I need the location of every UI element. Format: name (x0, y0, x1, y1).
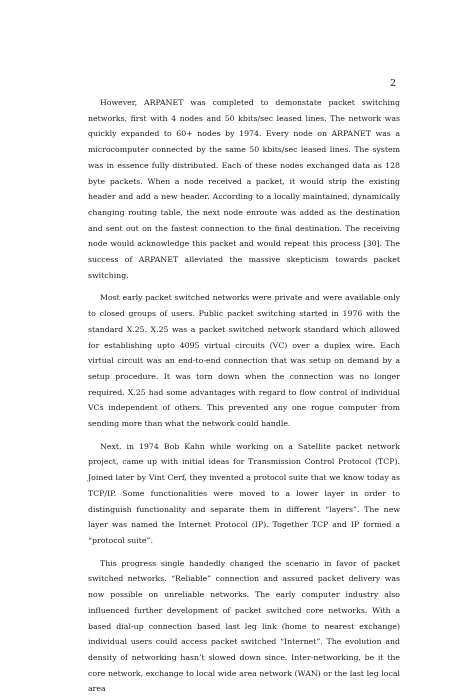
paragraph-packet-switched-networks: This progress single handedly changed the scenario in favor of packet switched networks. “Reliable” connection and assured packet delivery was now possible on unreliable networks. The early computer industry also influenced further development of packet switched core networks. With a based dial-up connection based last leg link (home to nearest exchange) individual users could access packet switched “Internet”. The evolution and density of networking hasn’t slowed down since. Inter-networking, be it the core network, exchange to local wide area network (WAN) or the last leg local area (88, 558, 400, 694)
paragraph-tcp-ip: Next, in 1974 Bob Kahn while working on a Satellite packet network project, came up with initial ideas for Transmission Control Protocol (TCP). Joined later by Vint Cerf, they invented a protocol suite that we know today as TCP/IP. Some functionalities were moved to a lower layer in order to distinguish functionality and separate them in different “layers”. The new layer was named the Internet Protocol (IP). Together TCP and IP formed a “protocol suite”. (88, 441, 400, 545)
paragraph-x25: Most early packet switched networks were private and were available only to closed groups of users. Public packet switching started in 1976 with the standard X.25. X.25 was a packet switched network standard which allowed for establishing upto 4095 virtual circuits (VC) over a duplex wire. Each virtual circuit was an end-to-end connection that was setup on demand by a setup procedure. It was torn down when the connection was no longer required. X.25 had some advantages with regard to flow control of individual VCs independent of others. This prevented any one rogue computer from sending more than what the network could handle. (88, 293, 400, 429)
paragraph-arpanet: However, ARPANET was completed to demonstate packet switching networks, first with 4 nodes and 50 kbits/sec leased lines. The network was quickly expanded to 60+ nodes by 1974. Every node on ARPANET was a microcomputer connected by the same 50 kbits/sec leased lines. The system was in essence fully distributed. Each of these nodes exchanged data as 128 byte packets. When a node received a packet, it would strip the existing header and add a new header. According to a locally maintained, dynamically changing routing table, the next node enroute was added as the destination and sent out on the fastest connection to the final destination. The receiving node would acknowledge this packet and would repeat this process [30]. The success of ARPANET alleviated the massive skepticism towards packet switching. (88, 98, 400, 280)
body-text (88, 95, 400, 697)
page-number: 2 (389, 78, 396, 89)
